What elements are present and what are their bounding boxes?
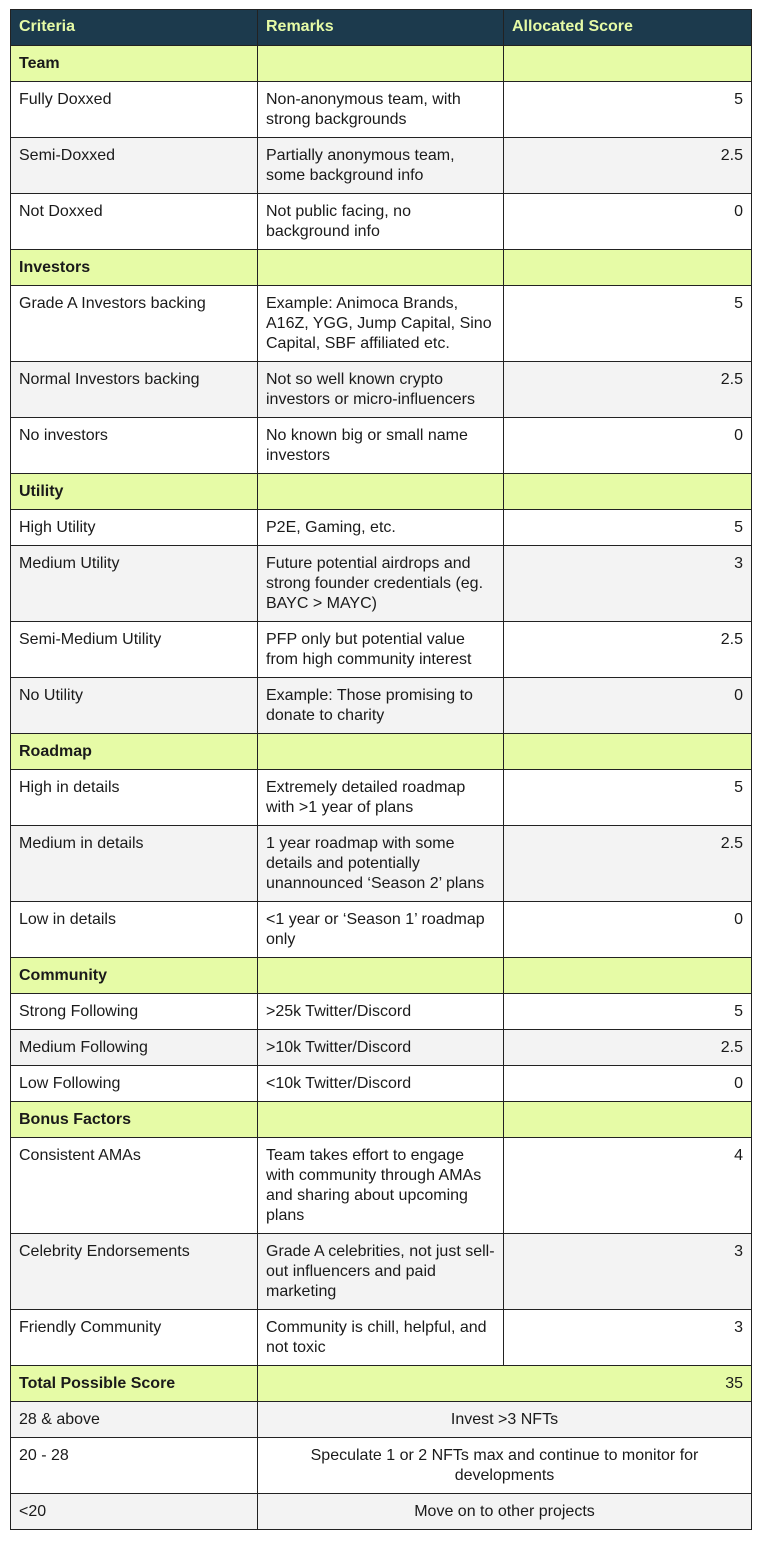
verdict-action: Speculate 1 or 2 NFTs max and continue to monitor for developments <box>258 1438 752 1494</box>
table-row <box>11 418 752 474</box>
remarks-cell: Community is chill, helpful, and not toxic <box>258 1310 504 1366</box>
score-cell: 5 <box>504 286 752 362</box>
verdict-action: Move on to other projects <box>258 1494 752 1530</box>
total-score-row <box>11 1366 752 1402</box>
table-row <box>11 510 752 546</box>
section-row-community <box>11 958 752 994</box>
score-cell: 2.5 <box>504 138 752 194</box>
scoring-table-container <box>10 9 752 1530</box>
score-cell: 5 <box>504 82 752 138</box>
criteria-cell: Semi-Medium Utility <box>11 622 258 678</box>
remarks-cell: Extremely detailed roadmap with >1 year of plans <box>258 770 504 826</box>
section-spacer <box>504 46 752 82</box>
criteria-cell: Medium Utility <box>11 546 258 622</box>
criteria-cell: Low Following <box>11 1066 258 1102</box>
remarks-cell: Grade A celebrities, not just sell-out influencers and paid marketing <box>258 1234 504 1310</box>
criteria-cell: Fully Doxxed <box>11 82 258 138</box>
remarks-cell: Not public facing, no background info <box>258 194 504 250</box>
score-cell: 3 <box>504 1310 752 1366</box>
section-spacer <box>504 958 752 994</box>
score-cell: 2.5 <box>504 362 752 418</box>
nft-scoring-table <box>10 9 752 1530</box>
criteria-cell: Medium Following <box>11 1030 258 1066</box>
total-score-value: 35 <box>258 1366 752 1402</box>
criteria-cell: High Utility <box>11 510 258 546</box>
section-spacer <box>258 958 504 994</box>
section-row-bonus-factors <box>11 1102 752 1138</box>
section-title: Team <box>11 46 258 82</box>
criteria-cell: Medium in details <box>11 826 258 902</box>
remarks-cell: No known big or small name investors <box>258 418 504 474</box>
verdict-range: 20 - 28 <box>11 1438 258 1494</box>
section-spacer <box>258 474 504 510</box>
table-row <box>11 1310 752 1366</box>
remarks-cell: >25k Twitter/Discord <box>258 994 504 1030</box>
section-row-utility <box>11 474 752 510</box>
table-body <box>11 46 752 1530</box>
remarks-cell: 1 year roadmap with some details and potentially unannounced ‘Season 2’ plans <box>258 826 504 902</box>
criteria-cell: Grade A Investors backing <box>11 286 258 362</box>
verdict-row <box>11 1494 752 1530</box>
section-spacer <box>504 734 752 770</box>
section-row-roadmap <box>11 734 752 770</box>
criteria-cell: High in details <box>11 770 258 826</box>
remarks-cell: Example: Animoca Brands, A16Z, YGG, Jump Capital, Sino Capital, SBF affiliated etc. <box>258 286 504 362</box>
remarks-cell: >10k Twitter/Discord <box>258 1030 504 1066</box>
remarks-cell: Not so well known crypto investors or micro-influencers <box>258 362 504 418</box>
criteria-cell: Low in details <box>11 902 258 958</box>
section-spacer <box>504 1102 752 1138</box>
verdict-row <box>11 1438 752 1494</box>
score-cell: 3 <box>504 1234 752 1310</box>
section-row-team <box>11 46 752 82</box>
table-row <box>11 138 752 194</box>
table-row <box>11 678 752 734</box>
score-cell: 2.5 <box>504 622 752 678</box>
header-criteria: Criteria <box>11 10 258 46</box>
section-row-investors <box>11 250 752 286</box>
verdict-row <box>11 1402 752 1438</box>
score-cell: 0 <box>504 1066 752 1102</box>
score-cell: 0 <box>504 418 752 474</box>
section-title: Community <box>11 958 258 994</box>
table-row <box>11 1066 752 1102</box>
criteria-cell: No investors <box>11 418 258 474</box>
table-row <box>11 994 752 1030</box>
table-row <box>11 622 752 678</box>
table-row <box>11 82 752 138</box>
criteria-cell: Semi-Doxxed <box>11 138 258 194</box>
remarks-cell: P2E, Gaming, etc. <box>258 510 504 546</box>
table-row <box>11 546 752 622</box>
table-row <box>11 1030 752 1066</box>
score-cell: 5 <box>504 510 752 546</box>
verdict-range: 28 & above <box>11 1402 258 1438</box>
score-cell: 2.5 <box>504 826 752 902</box>
criteria-cell: Friendly Community <box>11 1310 258 1366</box>
section-spacer <box>258 250 504 286</box>
table-header-row <box>11 10 752 46</box>
remarks-cell: <1 year or ‘Season 1’ roadmap only <box>258 902 504 958</box>
section-spacer <box>504 474 752 510</box>
header-allocated-score: Allocated Score <box>504 10 752 46</box>
score-cell: 3 <box>504 546 752 622</box>
score-cell: 0 <box>504 902 752 958</box>
remarks-cell: PFP only but potential value from high community interest <box>258 622 504 678</box>
table-row <box>11 194 752 250</box>
table-row <box>11 1234 752 1310</box>
section-spacer <box>258 734 504 770</box>
table-row <box>11 362 752 418</box>
header-remarks: Remarks <box>258 10 504 46</box>
verdict-range: <20 <box>11 1494 258 1530</box>
score-cell: 4 <box>504 1138 752 1234</box>
score-cell: 0 <box>504 678 752 734</box>
criteria-cell: Strong Following <box>11 994 258 1030</box>
table-row <box>11 902 752 958</box>
section-title: Roadmap <box>11 734 258 770</box>
criteria-cell: Not Doxxed <box>11 194 258 250</box>
table-row <box>11 286 752 362</box>
remarks-cell: Future potential airdrops and strong founder credentials (eg. BAYC > MAYC) <box>258 546 504 622</box>
score-cell: 0 <box>504 194 752 250</box>
section-title: Bonus Factors <box>11 1102 258 1138</box>
remarks-cell: Team takes effort to engage with community through AMAs and sharing about upcoming plans <box>258 1138 504 1234</box>
remarks-cell: Non-anonymous team, with strong backgrounds <box>258 82 504 138</box>
verdict-action: Invest >3 NFTs <box>258 1402 752 1438</box>
criteria-cell: Consistent AMAs <box>11 1138 258 1234</box>
table-row <box>11 826 752 902</box>
section-title: Investors <box>11 250 258 286</box>
remarks-cell: Example: Those promising to donate to charity <box>258 678 504 734</box>
criteria-cell: No Utility <box>11 678 258 734</box>
criteria-cell: Normal Investors backing <box>11 362 258 418</box>
total-score-label: Total Possible Score <box>11 1366 258 1402</box>
table-row <box>11 770 752 826</box>
score-cell: 5 <box>504 994 752 1030</box>
section-spacer <box>258 1102 504 1138</box>
section-title: Utility <box>11 474 258 510</box>
table-row <box>11 1138 752 1234</box>
section-spacer <box>504 250 752 286</box>
remarks-cell: <10k Twitter/Discord <box>258 1066 504 1102</box>
criteria-cell: Celebrity Endorsements <box>11 1234 258 1310</box>
score-cell: 2.5 <box>504 1030 752 1066</box>
score-cell: 5 <box>504 770 752 826</box>
section-spacer <box>258 46 504 82</box>
remarks-cell: Partially anonymous team, some background info <box>258 138 504 194</box>
